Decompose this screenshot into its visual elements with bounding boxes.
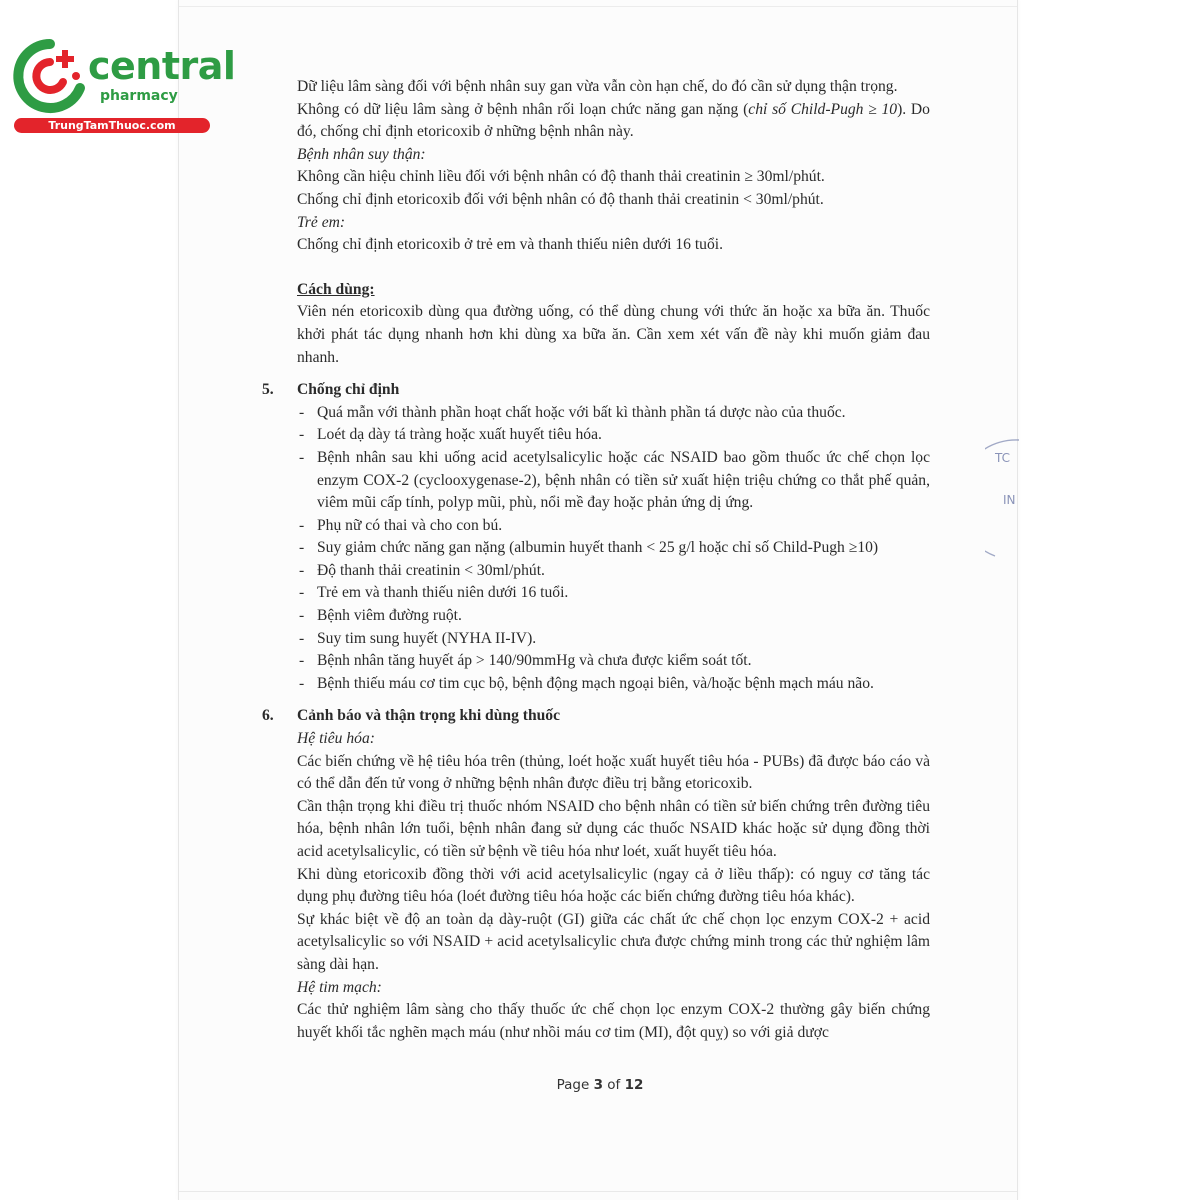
list-item: - Suy giảm chức năng gan nặng (albumin huyết thanh < 25 g/l hoặc chỉ số Child-Pugh ≥10) — [297, 537, 930, 560]
list-item: - Loét dạ dày tá tràng hoặc xuất huyết tiêu hóa. — [297, 424, 930, 447]
list-item: - Bệnh nhân tăng huyết áp > 140/90mmHg và chưa được kiểm soát tốt. — [297, 650, 930, 673]
children-heading: Trẻ em: — [297, 213, 346, 231]
hepatic-moderate-text: Dữ liệu lâm sàng đối với bệnh nhân suy gan vừa vẫn còn hạn chế, do đó cần sử dụng thận trọng. — [297, 78, 898, 95]
page-footer: Page 3 of 12 — [556, 1077, 644, 1093]
gi-text-2: Cần thận trọng khi điều trị thuốc nhóm NSAID cho bệnh nhân có tiền sử biến chứng trên đường tiêu hóa, bệnh nhân lớn tuổi, bệnh nhân đang sử dụng các thuốc NSAID khác hoặc sử dụng đồng thời acid acetylsalicylic, có tiền sử bệnh về tiêu hóa như loét, xuất huyết tiêu hóa. — [297, 797, 930, 860]
logo-subtitle: pharmacy — [100, 88, 178, 104]
list-item: - Bệnh nhân sau khi uống acid acetylsalicylic hoặc các NSAID bao gồm thuốc ức chế chọn lọc enzym COX-2 (cyclooxygenase-2), bệnh nhân có tiền sử xuất hiện triệu chứng co thắt phế quản, viêm mũi cấp tính, polyp mũi, phù, nổi mề đay hoặc phản ứng dị ứng. — [297, 447, 930, 515]
contraindication-list — [262, 402, 930, 696]
gi-text-4: Sự khác biệt về độ an toàn dạ dày-ruột (GI) giữa các chất ức chế chọn lọc enzym COX-2 + acid acetylsalicylic so với NSAID + acid acetylsalicylic chưa được chứng minh trong các thử nghiệm lâm sàng dài hạn. — [297, 910, 930, 973]
stamp-text-mid: IN — [1003, 493, 1016, 507]
document-body — [262, 76, 930, 1044]
list-item: - Trẻ em và thanh thiếu niên dưới 16 tuổi. — [297, 582, 930, 605]
list-item: - Bệnh thiếu máu cơ tim cục bộ, bệnh động mạch ngoại biên, và/hoặc bệnh mạch máu não. — [297, 673, 930, 696]
pharmacy-logo[interactable] — [10, 36, 236, 136]
list-item: - Bệnh viêm đường ruột. — [297, 605, 930, 628]
renal-heading: Bệnh nhân suy thận: — [297, 145, 426, 163]
list-item: - Suy tim sung huyết (NYHA II-IV). — [297, 628, 930, 651]
logo-brand: central — [88, 44, 236, 88]
page-number: 3 — [593, 1077, 603, 1093]
usage-text: Viên nén etoricoxib dùng qua đường uống, có thể dùng chung với thức ăn hoặc xa bữa ăn. Thuốc khởi phát tác dụng nhanh hơn khi dùng xa bữa ăn. Cần xem xét vấn đề này khi muốn giảm đau nhanh. — [297, 303, 930, 366]
renal-text-1: Không cần hiệu chỉnh liều đối với bệnh nhân có độ thanh thải creatinin ≥ 30ml/phút. — [297, 168, 825, 186]
section-6-heading: 6. Cảnh báo và thận trọng khi dùng thuốc — [262, 707, 561, 725]
list-item: - Phụ nữ có thai và cho con bú. — [297, 515, 930, 538]
renal-text-2: Chống chỉ định etoricoxib đối với bệnh nhân có độ thanh thải creatinin < 30ml/phút. — [297, 190, 824, 208]
usage-heading: Cách dùng: — [297, 280, 375, 298]
page-total: 12 — [624, 1077, 644, 1093]
cv-text-1: Các thử nghiệm lâm sàng cho thấy thuốc ức chế chọn lọc enzym COX-2 thường gây biến chứng huyết khối tắc nghẽn mạch máu (như nhồi máu cơ tim (MI), đột quỵ) so với giả dược — [297, 1001, 930, 1041]
section-5-heading: 5. Chống chỉ định — [262, 381, 400, 399]
list-item: - Độ thanh thải creatinin < 30ml/phút. — [297, 560, 930, 583]
stamp-fragment — [985, 436, 1025, 566]
hepatic-severe-text: Không có dữ liệu lâm sàng ở bệnh nhân rối loạn chức năng gan nặng (chỉ số Child-Pugh ≥ 10). Do đó, chống chỉ định etoricoxib ở những bệnh nhân này. — [297, 100, 930, 141]
gi-text-1: Các biến chứng về hệ tiêu hóa trên (thủng, loét hoặc xuất huyết tiêu hóa - PUBs) đã được báo cáo và có thể dẫn đến tử vong ở những bệnh nhân được điều trị bằng etoricoxib. — [297, 752, 930, 793]
children-text: Chống chỉ định etoricoxib ở trẻ em và thanh thiếu niên dưới 16 tuổi. — [297, 236, 723, 254]
central-logo-icon — [10, 36, 90, 116]
logo-website-badge: TrungTamThuoc.com — [14, 118, 210, 133]
stamp-text-top: TC — [995, 451, 1011, 465]
list-item: - Quá mẫn với thành phần hoạt chất hoặc với bất kì thành phần tá dược nào của thuốc. — [297, 402, 930, 425]
cv-heading: Hệ tim mạch: — [297, 978, 382, 996]
gi-text-3: Khi dùng etoricoxib đồng thời với acid acetylsalicylic (ngay cả ở liều thấp): có nguy cơ tăng tác dụng phụ đường tiêu hóa (loét đường tiêu hóa hoặc các biến chứng đường tiêu hóa khác). — [297, 865, 930, 906]
gi-heading: Hệ tiêu hóa: — [297, 730, 375, 748]
